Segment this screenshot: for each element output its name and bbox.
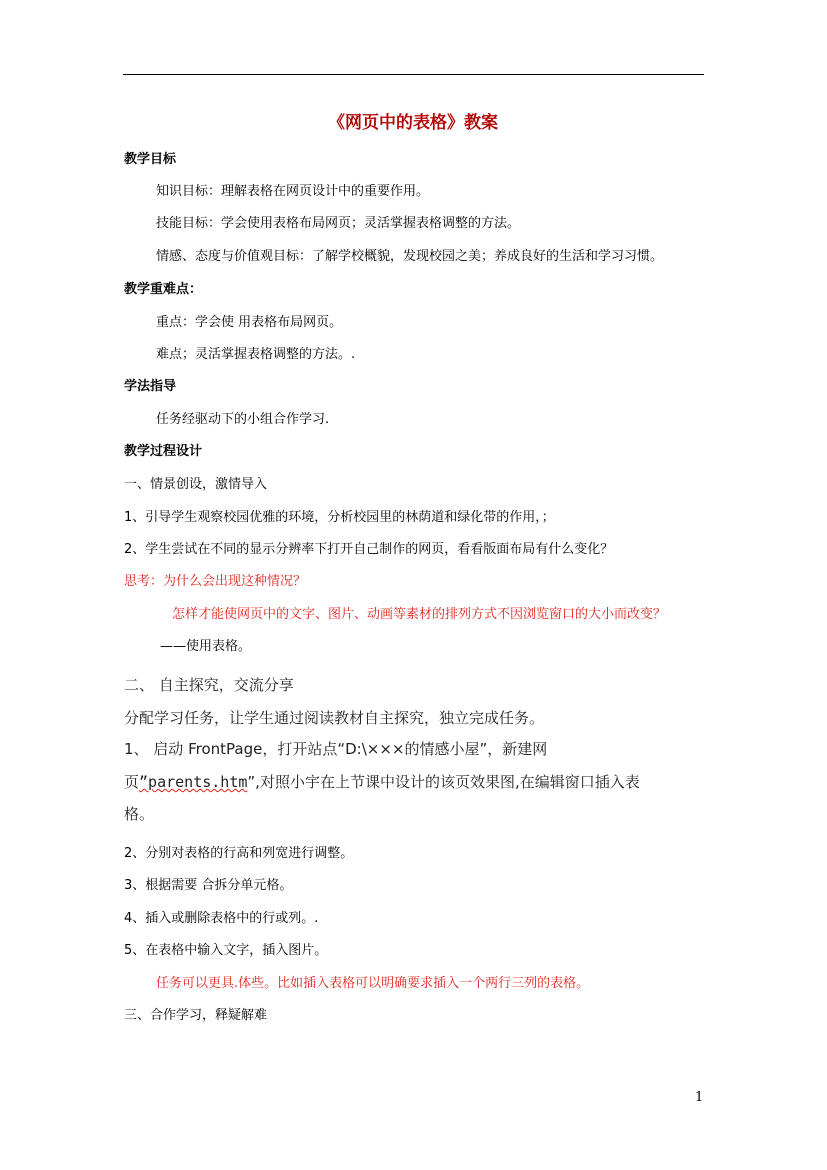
think-answer: ——使用表格。 [160,639,252,654]
part-one-heading: 一、情景创设，激情导入 [124,477,268,492]
assign-task: 分配学习任务，让学生通过阅读教材自主探究，独立完成任务。 [124,709,545,727]
objective-emotion: 情感、态度与价值观目标：了解学校概貌，发现校园之美；养成良好的生活和学习习惯。 [156,249,664,264]
task-one-line3: 格。 [124,805,155,823]
task-one-quote: ” [247,773,256,791]
header-rule [123,74,704,75]
step-one: 1、引导学生观察校园优雅的环境，分析校园里的林荫道和绿化带的作用，； [124,510,555,525]
method-text: 任务经驱动下的小组合作学习. [156,412,330,427]
task-one-line1: 1、 启动 FrontPage，打开站点“D:\×××的情感小屋”，新建网 [124,740,548,758]
task-note: 任务可以更具.体些。比如插入表格可以明确要求插入一个两行三列的表格。 [156,976,590,991]
task-four: 4、插入或删除表格中的行或列。. [124,911,319,926]
heading-process: 教学过程设计 [124,444,203,459]
task-two: 2、分别对表格的行高和列宽进行调整。 [124,846,354,861]
key-point: 重点：学会使 用表格布局网页。 [156,315,343,330]
part-two-heading: 二、 自主探究，交流分享 [124,676,294,694]
objective-knowledge: 知识目标：理解表格在网页设计中的重要作用。 [156,184,430,199]
doc-title: 《网页中的表格》教案 [328,113,498,133]
page-number: 1 [695,1090,704,1105]
heading-key-points: 教学重难点： [124,282,203,297]
task-one-post: ,对照小宇在上节课中设计的该页效果图,在编辑窗口插入表 [255,773,640,791]
part-three-heading: 三、合作学习，释疑解难 [124,1008,268,1023]
task-one-pre: 页 [124,773,140,791]
task-three: 3、根据需要 合拆分单元格。 [124,878,293,893]
heading-objectives: 教学目标 [124,152,177,167]
task-one-line2 [124,773,640,791]
difficult-point: 难点；灵活掌握表格调整的方法。. [156,347,356,362]
objective-skill: 技能目标：学会使用表格布局网页；灵活掌握表格调整的方法。 [156,216,521,231]
task-five: 5、在表格中输入文字，插入图片。 [124,943,328,958]
step-two: 2、学生尝试在不同的显示分辨率下打开自己制作的网页，看看版面布局有什么变化？ [124,542,614,557]
think-prompt: 思考：为什么会出现这种情况？ [124,574,307,589]
task-one-filename: ”parents.htm [139,773,248,791]
heading-method: 学法指导 [124,379,177,394]
think-question: 怎样才能使网页中的文字、图片、动画等素材的排列方式不因浏览窗口的大小而改变？ [172,607,667,622]
